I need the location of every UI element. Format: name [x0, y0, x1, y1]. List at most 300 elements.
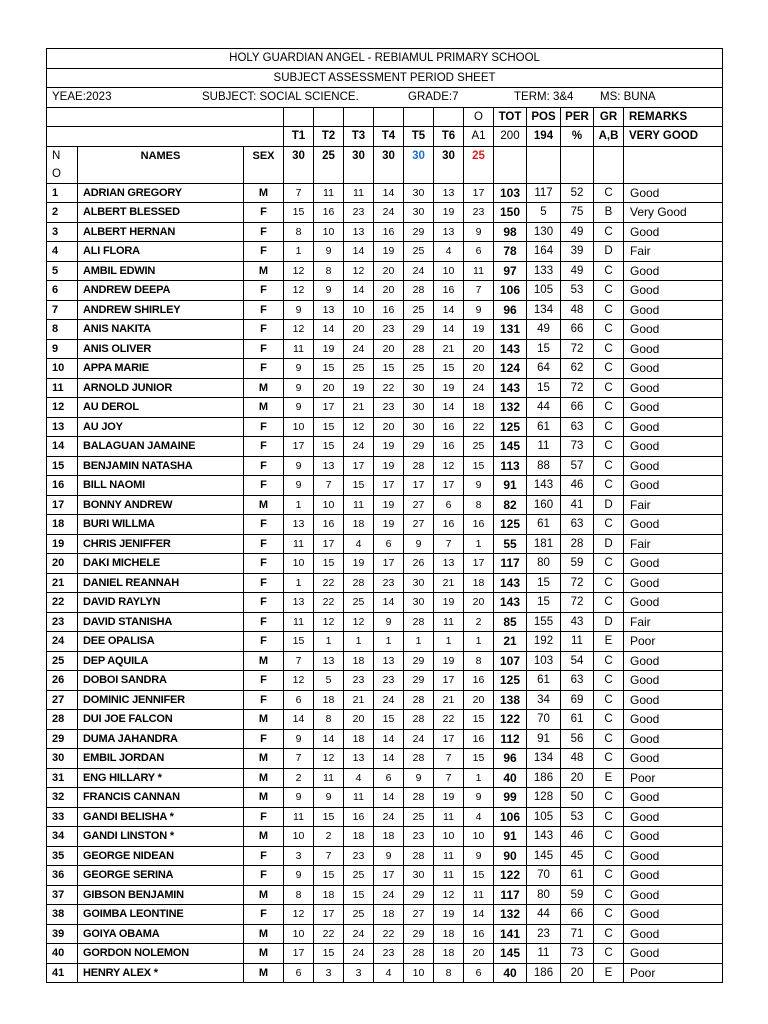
student-sex: F [244, 515, 284, 535]
score-t2: 22 [314, 593, 344, 613]
total-score: 96 [494, 749, 527, 769]
percentage: 49 [561, 261, 594, 281]
score-t1: 11 [284, 612, 314, 632]
score-t3: 17 [344, 456, 374, 476]
score-t2: 13 [314, 456, 344, 476]
score-t1: 12 [284, 905, 314, 925]
score-t6: 14 [434, 398, 464, 418]
score-t5: 28 [404, 281, 434, 301]
student-sex: F [244, 807, 284, 827]
student-name: DUI JOE FALCON [78, 710, 244, 730]
student-sex: F [244, 729, 284, 749]
sheet-info-row [47, 88, 723, 108]
score-t5: 24 [404, 729, 434, 749]
remarks: Good [624, 515, 723, 535]
score-a1: 17 [464, 554, 494, 574]
student-no: 32 [47, 788, 78, 808]
percentage: 39 [561, 242, 594, 262]
score-t3: 25 [344, 866, 374, 886]
score-t5: 9 [404, 534, 434, 554]
score-t4: 23 [374, 944, 404, 964]
student-no: 17 [47, 495, 78, 515]
score-t6: 11 [434, 612, 464, 632]
student-no: 23 [47, 612, 78, 632]
score-t1: 3 [284, 846, 314, 866]
total-score: 125 [494, 515, 527, 535]
student-no: 14 [47, 437, 78, 457]
remarks: Good [624, 651, 723, 671]
score-t4: 20 [374, 339, 404, 359]
score-t4: 20 [374, 261, 404, 281]
score-t6: 7 [434, 534, 464, 554]
student-no: 34 [47, 827, 78, 847]
score-t5: 28 [404, 690, 434, 710]
table-row [47, 222, 723, 242]
score-t5: 28 [404, 749, 434, 769]
score-t1: 7 [284, 749, 314, 769]
score-t6: 11 [434, 807, 464, 827]
score-t2: 13 [314, 300, 344, 320]
position: 64 [527, 359, 561, 379]
student-sex: M [244, 924, 284, 944]
percentage: 66 [561, 398, 594, 418]
score-t6: 8 [434, 963, 464, 983]
table-row [47, 261, 723, 281]
student-no: 22 [47, 593, 78, 613]
t6-max: 30 [434, 146, 464, 183]
score-a1: 16 [464, 671, 494, 691]
score-t5: 29 [404, 437, 434, 457]
percentage: 72 [561, 573, 594, 593]
score-t3: 24 [344, 339, 374, 359]
table-row [47, 768, 723, 788]
grade: C [594, 866, 624, 886]
student-name: CHRIS JENIFFER [78, 534, 244, 554]
score-t1: 13 [284, 515, 314, 535]
total-score: 82 [494, 495, 527, 515]
percentage: 73 [561, 944, 594, 964]
student-name: ALBERT BLESSED [78, 203, 244, 223]
score-t5: 30 [404, 593, 434, 613]
position: 105 [527, 281, 561, 301]
score-t2: 20 [314, 378, 344, 398]
total-score: 117 [494, 885, 527, 905]
score-t2: 15 [314, 359, 344, 379]
a1-max: 25 [464, 146, 494, 183]
score-t6: 19 [434, 905, 464, 925]
score-t4: 22 [374, 378, 404, 398]
col-header-per: PER [561, 107, 594, 127]
student-name: AU JOY [78, 417, 244, 437]
grade: C [594, 573, 624, 593]
student-name: ENG HILLARY * [78, 768, 244, 788]
score-a1: 1 [464, 768, 494, 788]
score-t3: 11 [344, 495, 374, 515]
score-t3: 23 [344, 671, 374, 691]
score-t3: 21 [344, 690, 374, 710]
score-t3: 12 [344, 612, 374, 632]
remarks: Good [624, 593, 723, 613]
position: 128 [527, 788, 561, 808]
score-t6: 12 [434, 456, 464, 476]
student-name: GEORGE SERINA [78, 866, 244, 886]
student-sex: F [244, 339, 284, 359]
score-t1: 9 [284, 398, 314, 418]
score-t1: 15 [284, 203, 314, 223]
student-sex: F [244, 573, 284, 593]
student-name: DUMA JAHANDRA [78, 729, 244, 749]
grade: E [594, 632, 624, 652]
student-name: GOIMBA LEONTINE [78, 905, 244, 925]
grade: C [594, 339, 624, 359]
grade: C [594, 885, 624, 905]
score-t6: 21 [434, 690, 464, 710]
t4-max: 30 [374, 146, 404, 183]
student-no: 6 [47, 281, 78, 301]
score-t1: 9 [284, 729, 314, 749]
score-a1: 1 [464, 534, 494, 554]
score-t3: 3 [344, 963, 374, 983]
col-header-names: NAMES [78, 146, 244, 183]
student-no: 3 [47, 222, 78, 242]
score-t6: 19 [434, 378, 464, 398]
score-a1: 20 [464, 690, 494, 710]
percentage: 43 [561, 612, 594, 632]
score-a1: 19 [464, 320, 494, 340]
score-t5: 25 [404, 300, 434, 320]
score-t6: 17 [434, 729, 464, 749]
total-score: 143 [494, 378, 527, 398]
score-a1: 9 [464, 222, 494, 242]
student-sex: F [244, 320, 284, 340]
remarks: Good [624, 456, 723, 476]
score-t2: 10 [314, 222, 344, 242]
table-row [47, 612, 723, 632]
score-t3: 16 [344, 807, 374, 827]
score-t2: 22 [314, 924, 344, 944]
student-sex: M [244, 495, 284, 515]
score-t4: 6 [374, 534, 404, 554]
percentage: 63 [561, 671, 594, 691]
grade: C [594, 476, 624, 496]
remarks: Good [624, 807, 723, 827]
score-t3: 1 [344, 632, 374, 652]
header-blank-cell [374, 107, 404, 127]
position: 160 [527, 495, 561, 515]
percentage: 75 [561, 203, 594, 223]
percentage: 45 [561, 846, 594, 866]
student-name: GANDI LINSTON * [78, 827, 244, 847]
grade: C [594, 944, 624, 964]
term-label: TERM: 3&4 [514, 91, 574, 104]
remarks: Good [624, 261, 723, 281]
remarks: Good [624, 222, 723, 242]
score-t5: 24 [404, 261, 434, 281]
score-t2: 15 [314, 437, 344, 457]
pos-max: 194 [527, 127, 561, 147]
student-name: BALAGUAN JAMAINE [78, 437, 244, 457]
student-name: GIBSON BENJAMIN [78, 885, 244, 905]
score-t6: 16 [434, 437, 464, 457]
remarks: Good [624, 554, 723, 574]
total-score: 124 [494, 359, 527, 379]
remarks: Good [624, 339, 723, 359]
position: 70 [527, 866, 561, 886]
grade: C [594, 378, 624, 398]
score-a1: 16 [464, 729, 494, 749]
student-no: 25 [47, 651, 78, 671]
score-t6: 12 [434, 885, 464, 905]
score-t3: 18 [344, 651, 374, 671]
score-t4: 20 [374, 281, 404, 301]
score-a1: 11 [464, 885, 494, 905]
score-t5: 23 [404, 827, 434, 847]
score-t6: 6 [434, 495, 464, 515]
percentage: 48 [561, 300, 594, 320]
student-name: ANDREW SHIRLEY [78, 300, 244, 320]
table-row [47, 573, 723, 593]
score-t5: 25 [404, 242, 434, 262]
score-t4: 9 [374, 612, 404, 632]
score-t5: 28 [404, 788, 434, 808]
student-no: 21 [47, 573, 78, 593]
student-no: 37 [47, 885, 78, 905]
score-t6: 7 [434, 749, 464, 769]
total-score: 78 [494, 242, 527, 262]
table-row [47, 632, 723, 652]
score-t5: 17 [404, 476, 434, 496]
score-t1: 9 [284, 476, 314, 496]
student-sex: M [244, 788, 284, 808]
grade: C [594, 749, 624, 769]
remarks: Good [624, 183, 723, 203]
grade: C [594, 593, 624, 613]
student-name: DANIEL REANNAH [78, 573, 244, 593]
score-a1: 20 [464, 339, 494, 359]
score-t5: 30 [404, 866, 434, 886]
student-sex: M [244, 944, 284, 964]
student-sex: M [244, 885, 284, 905]
student-no: 8 [47, 320, 78, 340]
student-sex: F [244, 846, 284, 866]
score-a1: 20 [464, 944, 494, 964]
score-t5: 29 [404, 671, 434, 691]
position: 130 [527, 222, 561, 242]
score-t1: 11 [284, 807, 314, 827]
position: 15 [527, 339, 561, 359]
header-blank-cell [284, 107, 314, 127]
position: 145 [527, 846, 561, 866]
score-t6: 11 [434, 866, 464, 886]
score-t5: 1 [404, 632, 434, 652]
remarks: Good [624, 671, 723, 691]
score-t1: 12 [284, 671, 314, 691]
position: 44 [527, 905, 561, 925]
remarks: Very Good [624, 203, 723, 223]
score-t2: 8 [314, 710, 344, 730]
table-row [47, 671, 723, 691]
position: 133 [527, 261, 561, 281]
grade: D [594, 242, 624, 262]
score-a1: 11 [464, 261, 494, 281]
position: 186 [527, 768, 561, 788]
score-t4: 22 [374, 924, 404, 944]
total-score: 99 [494, 788, 527, 808]
score-t6: 19 [434, 203, 464, 223]
header-blank-cell [47, 107, 284, 127]
score-t3: 24 [344, 924, 374, 944]
student-no: 38 [47, 905, 78, 925]
col-header-sex: SEX [244, 146, 284, 183]
score-t5: 28 [404, 612, 434, 632]
header-blank-cell [434, 107, 464, 127]
header-blank-cell [527, 146, 561, 183]
score-t1: 10 [284, 827, 314, 847]
total-score: 106 [494, 807, 527, 827]
percentage: 72 [561, 593, 594, 613]
remarks: Good [624, 944, 723, 964]
student-sex: F [244, 300, 284, 320]
score-t3: 18 [344, 729, 374, 749]
score-t6: 10 [434, 827, 464, 847]
student-sex: F [244, 437, 284, 457]
grade: C [594, 827, 624, 847]
score-t3: 25 [344, 359, 374, 379]
score-t2: 7 [314, 476, 344, 496]
table-row [47, 554, 723, 574]
score-a1: 8 [464, 651, 494, 671]
score-t3: 13 [344, 222, 374, 242]
position: 5 [527, 203, 561, 223]
student-no: 11 [47, 378, 78, 398]
position: 80 [527, 885, 561, 905]
remarks: Good [624, 905, 723, 925]
student-sex: F [244, 281, 284, 301]
col-header-t2: T2 [314, 127, 344, 147]
table-row [47, 203, 723, 223]
total-score: 40 [494, 963, 527, 983]
col-header-o: O [464, 107, 494, 127]
score-t2: 17 [314, 534, 344, 554]
position: 192 [527, 632, 561, 652]
student-sex: F [244, 222, 284, 242]
score-t3: 15 [344, 885, 374, 905]
student-no: 40 [47, 944, 78, 964]
student-sex: F [244, 417, 284, 437]
total-score: 85 [494, 612, 527, 632]
score-t3: 19 [344, 378, 374, 398]
score-t4: 23 [374, 398, 404, 418]
grade-label: GRADE:7 [408, 91, 459, 104]
table-row [47, 788, 723, 808]
table-row [47, 827, 723, 847]
score-t5: 30 [404, 417, 434, 437]
score-t3: 28 [344, 573, 374, 593]
col-header-a1: A1 [464, 127, 494, 147]
grade: C [594, 690, 624, 710]
total-score: 132 [494, 398, 527, 418]
remarks: Good [624, 437, 723, 457]
header-blank-cell [314, 107, 344, 127]
student-sex: F [244, 534, 284, 554]
student-name: DAVID RAYLYN [78, 593, 244, 613]
position: 91 [527, 729, 561, 749]
score-a1: 9 [464, 846, 494, 866]
score-t4: 20 [374, 417, 404, 437]
score-t6: 4 [434, 242, 464, 262]
position: 143 [527, 827, 561, 847]
student-name: BILL NAOMI [78, 476, 244, 496]
student-name: AU DEROL [78, 398, 244, 418]
student-name: APPA MARIE [78, 359, 244, 379]
score-t1: 7 [284, 183, 314, 203]
col-header-tot: TOT [494, 107, 527, 127]
score-t4: 9 [374, 846, 404, 866]
score-t4: 16 [374, 222, 404, 242]
student-sex: F [244, 476, 284, 496]
student-no: 30 [47, 749, 78, 769]
grade: C [594, 398, 624, 418]
score-t4: 23 [374, 320, 404, 340]
score-t2: 11 [314, 768, 344, 788]
remarks: Good [624, 885, 723, 905]
student-no: 15 [47, 456, 78, 476]
score-t1: 11 [284, 534, 314, 554]
table-row [47, 359, 723, 379]
percentage: 46 [561, 476, 594, 496]
score-a1: 6 [464, 963, 494, 983]
score-a1: 15 [464, 866, 494, 886]
score-t2: 7 [314, 846, 344, 866]
remarks: Good [624, 866, 723, 886]
score-t5: 29 [404, 924, 434, 944]
score-t1: 12 [284, 320, 314, 340]
score-t3: 24 [344, 944, 374, 964]
score-t4: 18 [374, 827, 404, 847]
score-t6: 10 [434, 261, 464, 281]
score-t6: 19 [434, 593, 464, 613]
score-a1: 9 [464, 788, 494, 808]
percentage: 61 [561, 866, 594, 886]
col-header-t6: T6 [434, 127, 464, 147]
position: 61 [527, 671, 561, 691]
grade: C [594, 924, 624, 944]
score-t3: 25 [344, 905, 374, 925]
score-t4: 24 [374, 807, 404, 827]
percentage: 71 [561, 924, 594, 944]
table-row [47, 495, 723, 515]
score-t6: 22 [434, 710, 464, 730]
t5-max: 30 [404, 146, 434, 183]
col-header-no-line1: N [52, 149, 61, 162]
remarks: Good [624, 788, 723, 808]
total-score: 138 [494, 690, 527, 710]
score-t3: 14 [344, 281, 374, 301]
score-t1: 17 [284, 437, 314, 457]
total-score: 145 [494, 437, 527, 457]
position: 11 [527, 437, 561, 457]
student-sex: F [244, 554, 284, 574]
score-t2: 14 [314, 320, 344, 340]
score-t1: 10 [284, 924, 314, 944]
table-row [47, 593, 723, 613]
remarks: Good [624, 729, 723, 749]
grade: C [594, 710, 624, 730]
student-name: DOMINIC JENNIFER [78, 690, 244, 710]
student-sex: F [244, 593, 284, 613]
student-no: 41 [47, 963, 78, 983]
score-t1: 9 [284, 378, 314, 398]
